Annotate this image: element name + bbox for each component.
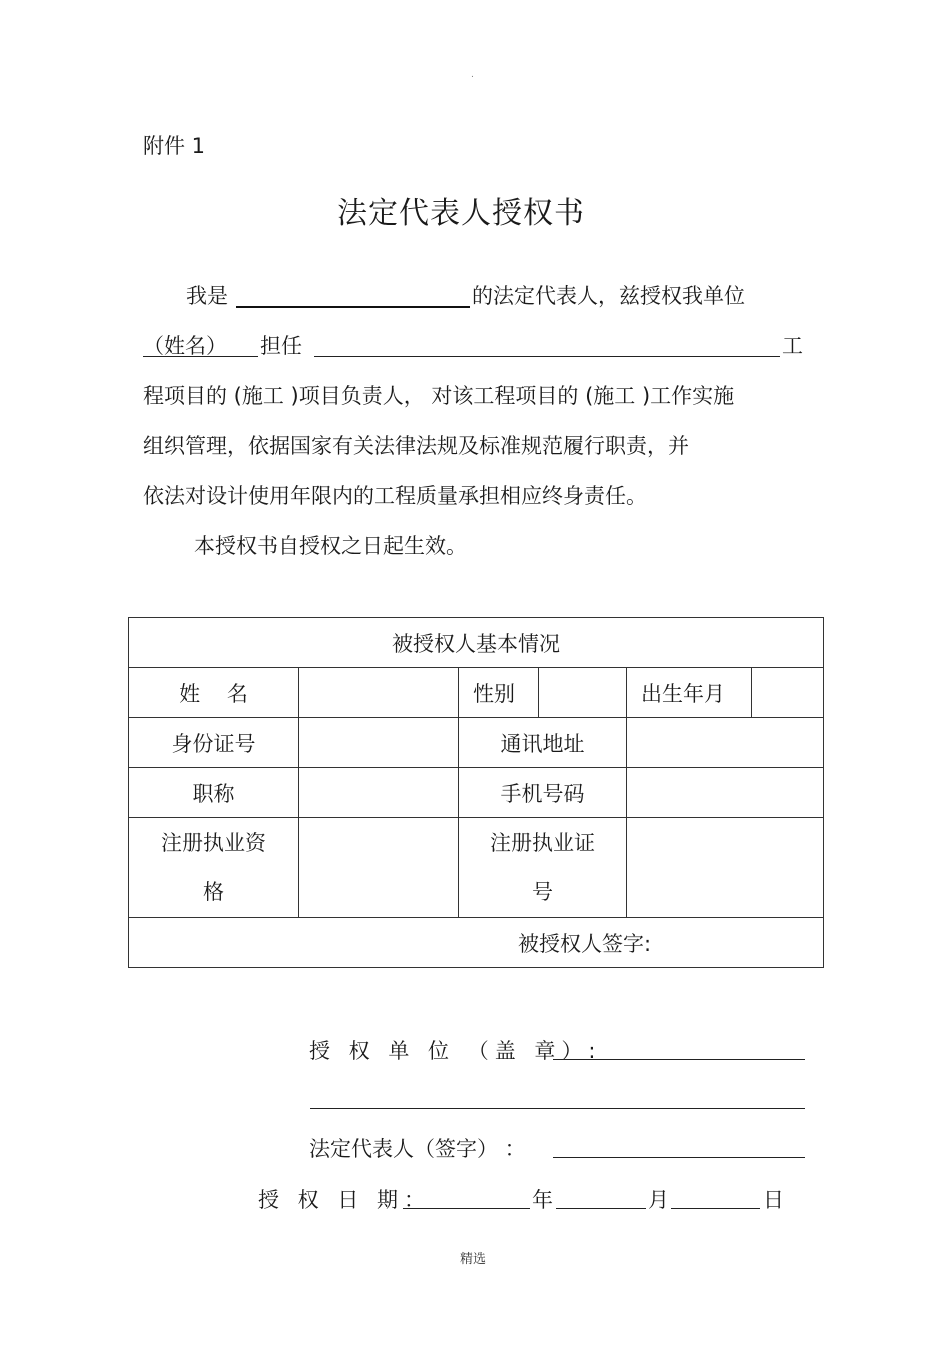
authorizing-unit-label: 授 权 单 位 （盖 章）: bbox=[309, 1039, 602, 1063]
address-cell[interactable] bbox=[627, 718, 824, 768]
phone-label: 手机号码 bbox=[459, 768, 627, 818]
registered-cert-label bbox=[459, 818, 627, 918]
para-line3: 程项目的 (施工 )项目负责人， 对该工程项目的 (施工 )工作实施 bbox=[143, 384, 735, 408]
name-label: 姓 名 bbox=[129, 668, 299, 718]
job-title-cell[interactable] bbox=[299, 768, 459, 818]
attachment-label: 附件 1 bbox=[143, 134, 206, 158]
footer-note: 精选 bbox=[459, 1252, 486, 1267]
para-line2-end: 工 bbox=[782, 334, 803, 358]
para-line6: 本授权书自授权之日起生效。 bbox=[194, 534, 467, 558]
table-heading: 被授权人基本情况 bbox=[129, 618, 824, 668]
registered-qualification-line2: 格 bbox=[203, 879, 224, 904]
header-dot: . bbox=[471, 70, 474, 80]
registered-qualification-cell[interactable] bbox=[299, 818, 459, 918]
para-line4: 组织管理，依据国家有关法律法规及标准规范履行职责，并 bbox=[143, 434, 689, 458]
month-blank[interactable] bbox=[556, 1186, 646, 1209]
address-label: 通讯地址 bbox=[459, 718, 627, 768]
day-label: 日 bbox=[763, 1188, 784, 1212]
authorization-date-label: 授 权 日 期： bbox=[258, 1188, 432, 1212]
month-label: 月 bbox=[648, 1188, 669, 1212]
gender-label: 性别 bbox=[459, 668, 539, 718]
para-line1-end: 的法定代表人，兹授权我单位 bbox=[472, 284, 745, 308]
authorized-signature-row[interactable]: 被授权人签字: bbox=[129, 918, 824, 968]
registered-qualification-line1: 注册执业资 bbox=[161, 830, 266, 855]
day-blank[interactable] bbox=[671, 1186, 760, 1209]
para-line5: 依法对设计使用年限内的工程质量承担相应终身责任。 bbox=[143, 484, 647, 508]
legal-rep-signature-blank[interactable] bbox=[553, 1135, 805, 1158]
job-title-label: 职称 bbox=[129, 768, 299, 818]
name-cell[interactable] bbox=[299, 668, 459, 718]
legal-rep-label: 法定代表人（签字） ： bbox=[309, 1137, 526, 1161]
project-name-blank[interactable] bbox=[314, 332, 780, 357]
person-name-blank[interactable] bbox=[143, 332, 258, 357]
birth-cell[interactable] bbox=[752, 668, 824, 718]
authorizing-unit-blank-2[interactable] bbox=[310, 1085, 805, 1109]
id-number-cell[interactable] bbox=[299, 718, 459, 768]
registered-qualification-label bbox=[129, 818, 299, 918]
registered-cert-cell[interactable] bbox=[627, 818, 824, 918]
year-blank[interactable] bbox=[403, 1186, 530, 1209]
birth-label: 出生年月 bbox=[627, 668, 752, 718]
id-number-label: 身份证号 bbox=[129, 718, 299, 768]
authorizing-unit-blank[interactable] bbox=[553, 1037, 805, 1060]
para-line2-serve: 担任 bbox=[260, 334, 302, 358]
year-label: 年 bbox=[532, 1188, 553, 1212]
company-name-blank[interactable] bbox=[236, 282, 470, 308]
authorized-person-table bbox=[128, 617, 824, 968]
name-placeholder: （姓名） bbox=[143, 334, 227, 358]
document-title: 法定代表人授权书 bbox=[337, 196, 585, 231]
registered-cert-line1: 注册执业证 bbox=[490, 830, 595, 855]
registered-cert-line2: 号 bbox=[532, 879, 553, 904]
gender-cell[interactable] bbox=[539, 668, 627, 718]
para-line1-start: 我是 bbox=[186, 284, 228, 308]
phone-cell[interactable] bbox=[627, 768, 824, 818]
